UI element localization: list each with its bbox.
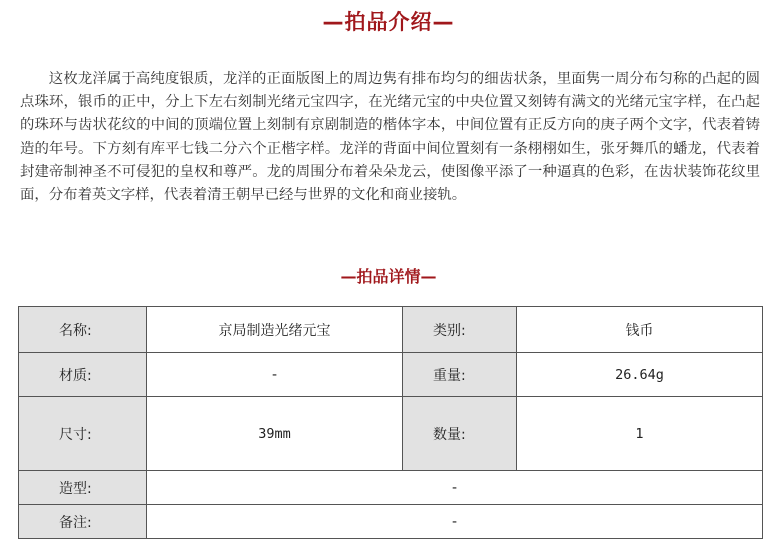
table-row-shape [19, 471, 763, 505]
value-remark: - [147, 505, 763, 539]
table-row-name [19, 307, 763, 353]
intro-paragraph: 这枚龙洋属于高纯度银质，龙洋的正面版图上的周边隽有排布均匀的细齿状条，里面隽一周分布匀称的凸起的圆点珠环，银币的正中，分上下左右刻制光绪元宝四字，在光绪元宝的中央位置又刻铸有满文的光绪元宝字样，在凸起的珠环与齿状花纹的中间的顶端位置上刻制有京剧制造的楷体字本，中间位置有正反方向的庚子两个文字，代表着铸造的年号。下方刻有库平七钱二分六个正楷字样。龙洋的背面中间位置刻有一条栩栩如生，张牙舞爪的蟠龙，代表着封建帝制神圣不可侵犯的皇权和尊严。龙的周围分布着朵朵龙云，使图像平添了一种逼真的色彩，在齿状装饰花纹里面，分布着英文字样，代表着清王朝早已经与世界的文化和商业接轨。 [20, 71, 760, 204]
label-weight: 重量: [403, 353, 517, 397]
value-size: 39mm [147, 397, 403, 471]
detail-table [18, 306, 763, 539]
label-name: 名称: [19, 307, 147, 353]
label-category: 类别: [403, 307, 517, 353]
label-quantity: 数量: [403, 397, 517, 471]
value-shape: - [147, 471, 763, 505]
table-row-material [19, 353, 763, 397]
value-name: 京局制造光绪元宝 [147, 307, 403, 353]
table-row-size [19, 397, 763, 471]
value-quantity: 1 [517, 397, 763, 471]
intro-section-title: —拍品介绍— [322, 10, 455, 34]
table-row-remark [19, 505, 763, 539]
value-weight: 26.64g [517, 353, 763, 397]
label-size: 尺寸: [19, 397, 147, 471]
label-material: 材质: [19, 353, 147, 397]
value-category: 钱币 [517, 307, 763, 353]
label-remark: 备注: [19, 505, 147, 539]
value-material: - [147, 353, 403, 397]
detail-section-title: —拍品详情— [340, 267, 437, 286]
label-shape: 造型: [19, 471, 147, 505]
